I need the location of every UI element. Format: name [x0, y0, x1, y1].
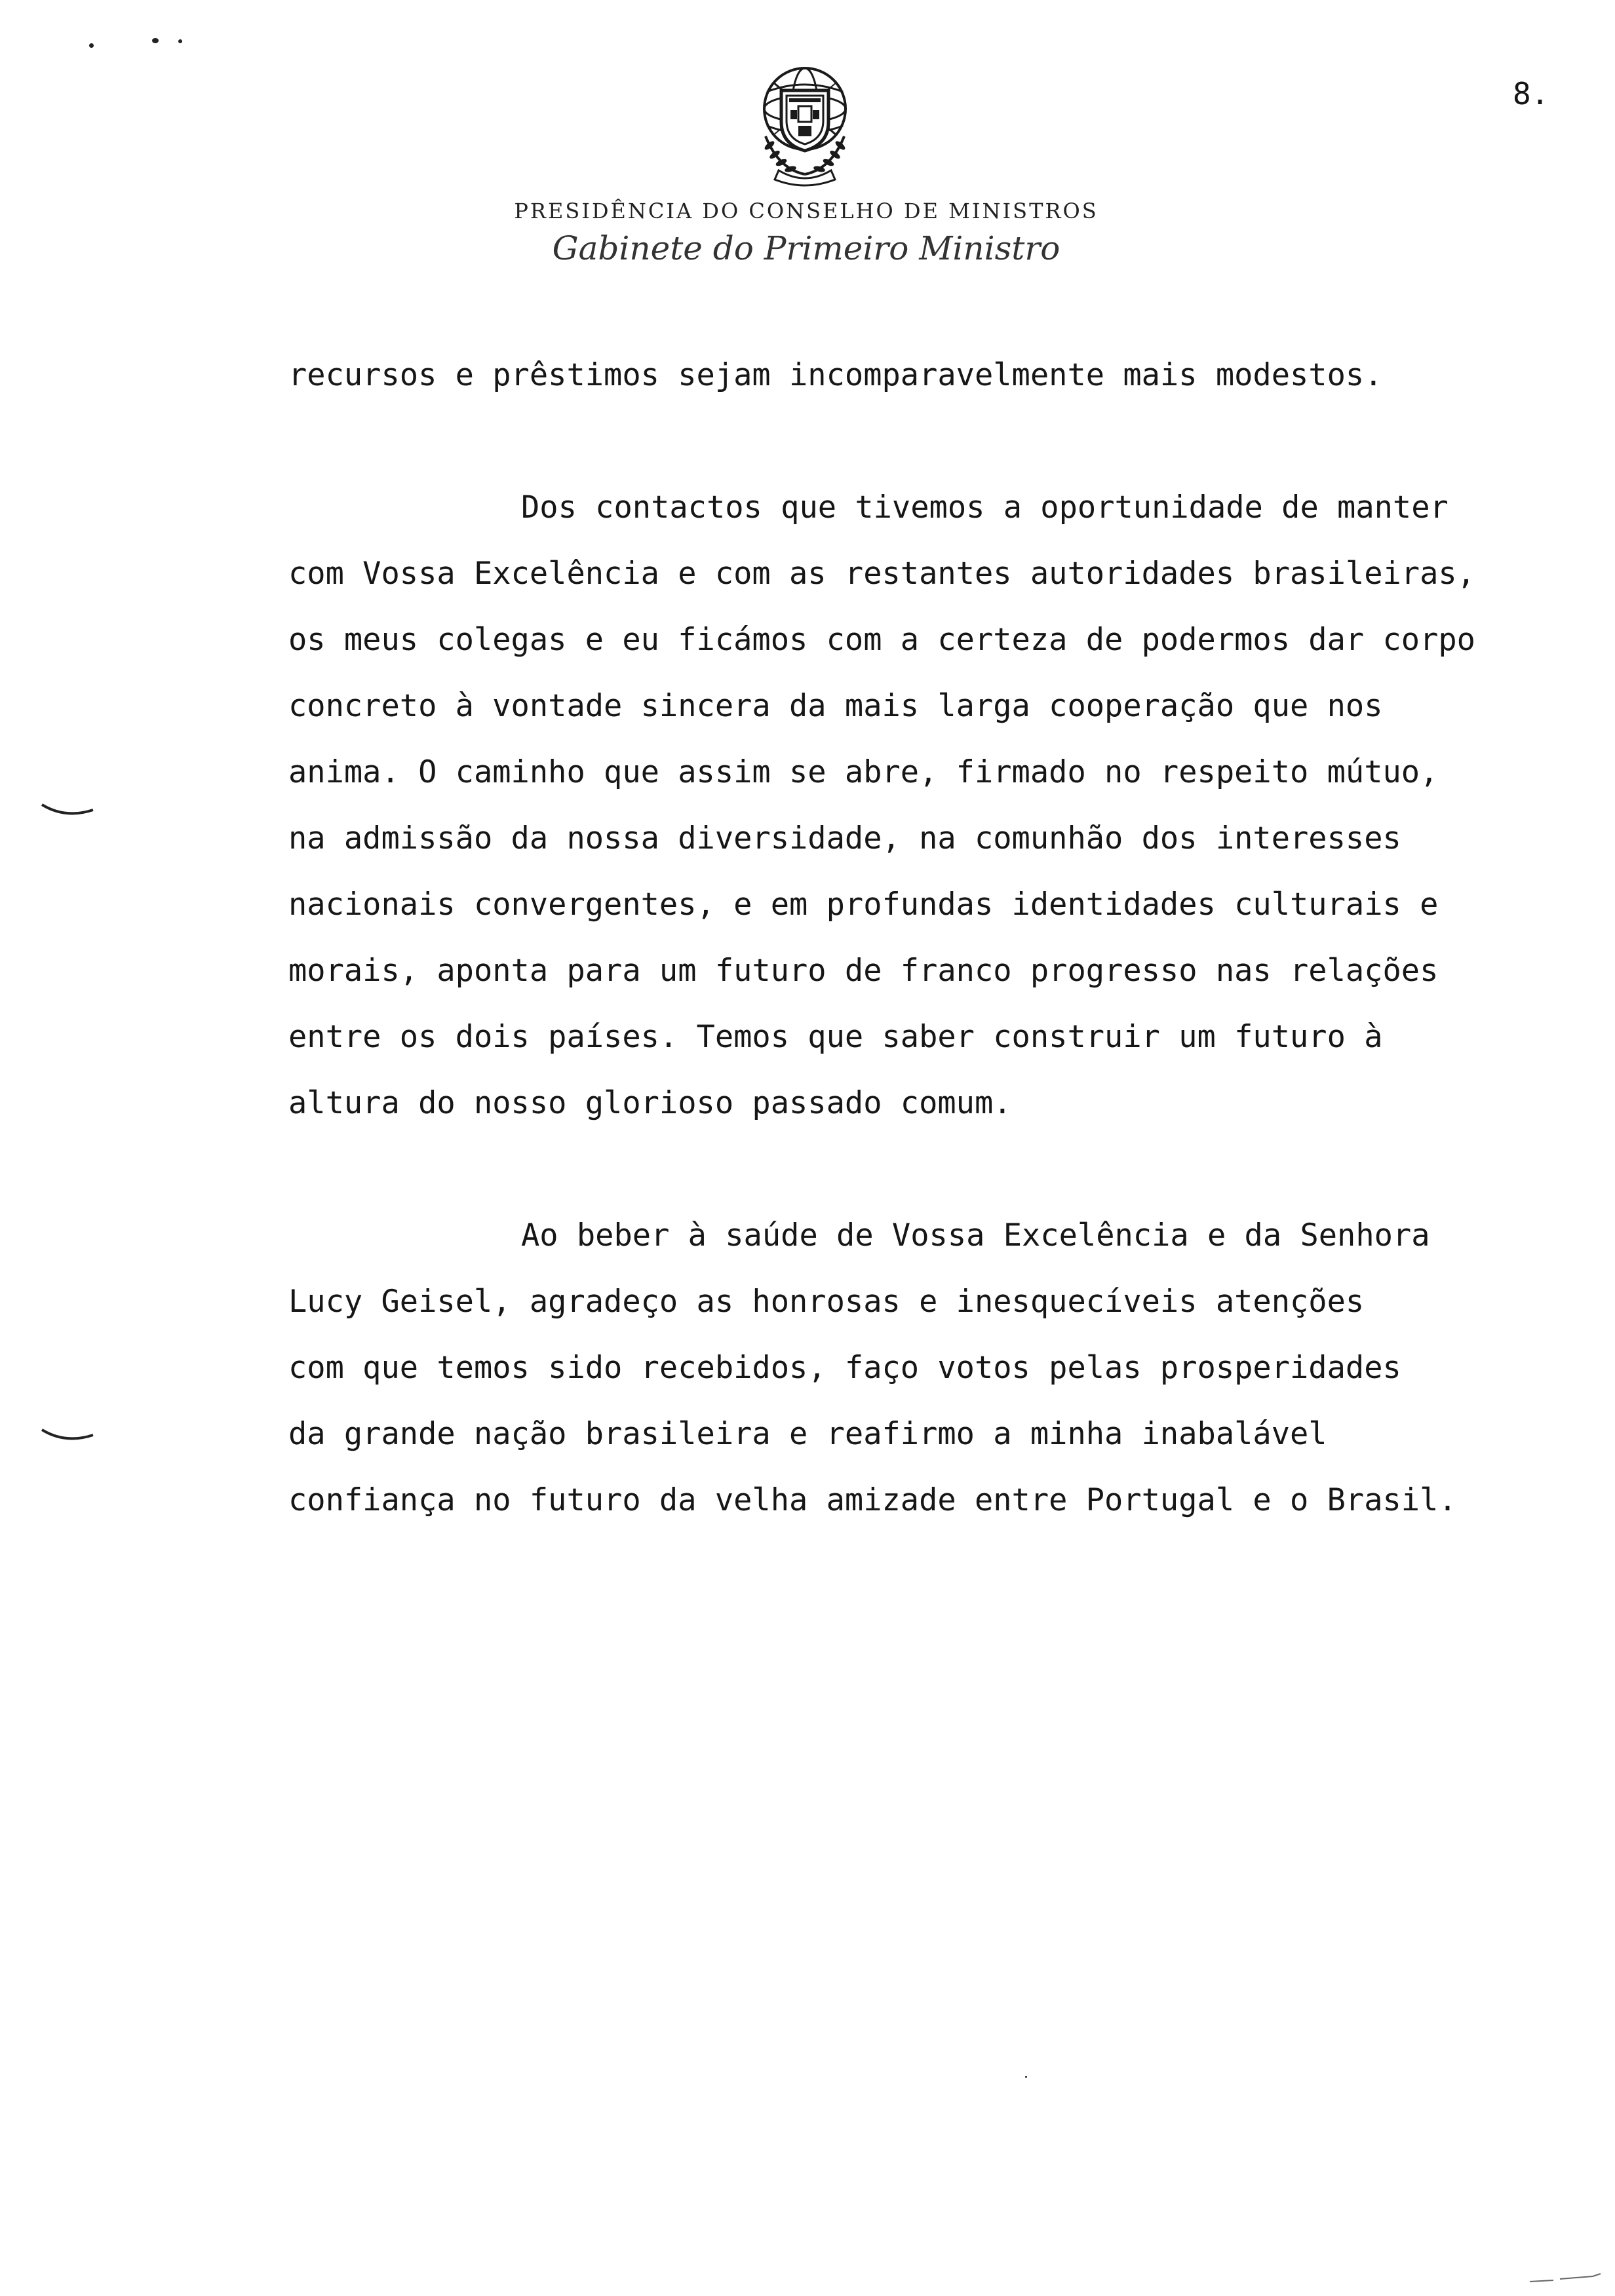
text-line: Lucy Geisel, agradeço as honrosas e inesquecíveis atenções [288, 1284, 1365, 1320]
letterhead-office: PRESIDÊNCIA DO CONSELHO DE MINISTROS [514, 199, 1099, 223]
paragraph [288, 474, 1553, 1136]
binding-mark [39, 1426, 98, 1452]
text-line: Ao beber à saúde de Vossa Excelência e da Senhora [521, 1217, 1430, 1253]
binding-mark [39, 801, 98, 827]
paragraph [288, 1202, 1553, 1533]
text-line: na admissão da nossa diversidade, na comunhão dos interesses [288, 820, 1401, 856]
text-line: concreto à vontade sincera da mais larga cooperação que nos [288, 688, 1383, 724]
text-line: morais, aponta para um futuro de franco progresso nas relações [288, 953, 1439, 989]
stray-mark [178, 39, 182, 43]
stray-mark [152, 38, 159, 43]
portuguese-coat-of-arms-icon [739, 58, 870, 189]
text-line: nacionais convergentes, e em profundas identidades culturais e [288, 887, 1439, 923]
text-line: entre os dois países. Temos que saber construir um futuro à [288, 1019, 1383, 1055]
letter-body [288, 342, 1553, 1533]
stray-mark [89, 43, 94, 48]
text-line: da grande nação brasileira e reafirmo a minha inabalável [288, 1416, 1327, 1452]
text-line: anima. O caminho que assim se abre, firmado no respeito mútuo, [288, 754, 1439, 790]
stray-mark [1025, 2076, 1027, 2078]
page-number: 8. [1513, 76, 1549, 111]
corner-mark [1527, 2267, 1606, 2287]
text-line: recursos e prêstimos sejam incomparavelmente mais modestos. [288, 357, 1383, 393]
text-line: altura do nosso glorioso passado comum. [288, 1085, 1012, 1121]
text-line: com que temos sido recebidos, faço votos pelas prosperidades [288, 1350, 1401, 1386]
letterhead-cabinet: Gabinete do Primeiro Ministro [552, 229, 1060, 267]
text-line: Dos contactos que tivemos a oportunidade de manter [521, 489, 1449, 526]
paragraph [288, 342, 1553, 408]
text-line: confiança no futuro da velha amizade entre Portugal e o Brasil. [288, 1482, 1457, 1518]
text-line: os meus colegas e eu ficámos com a certeza de podermos dar corpo [288, 622, 1475, 658]
text-line: com Vossa Excelência e com as restantes autoridades brasileiras, [288, 556, 1475, 592]
